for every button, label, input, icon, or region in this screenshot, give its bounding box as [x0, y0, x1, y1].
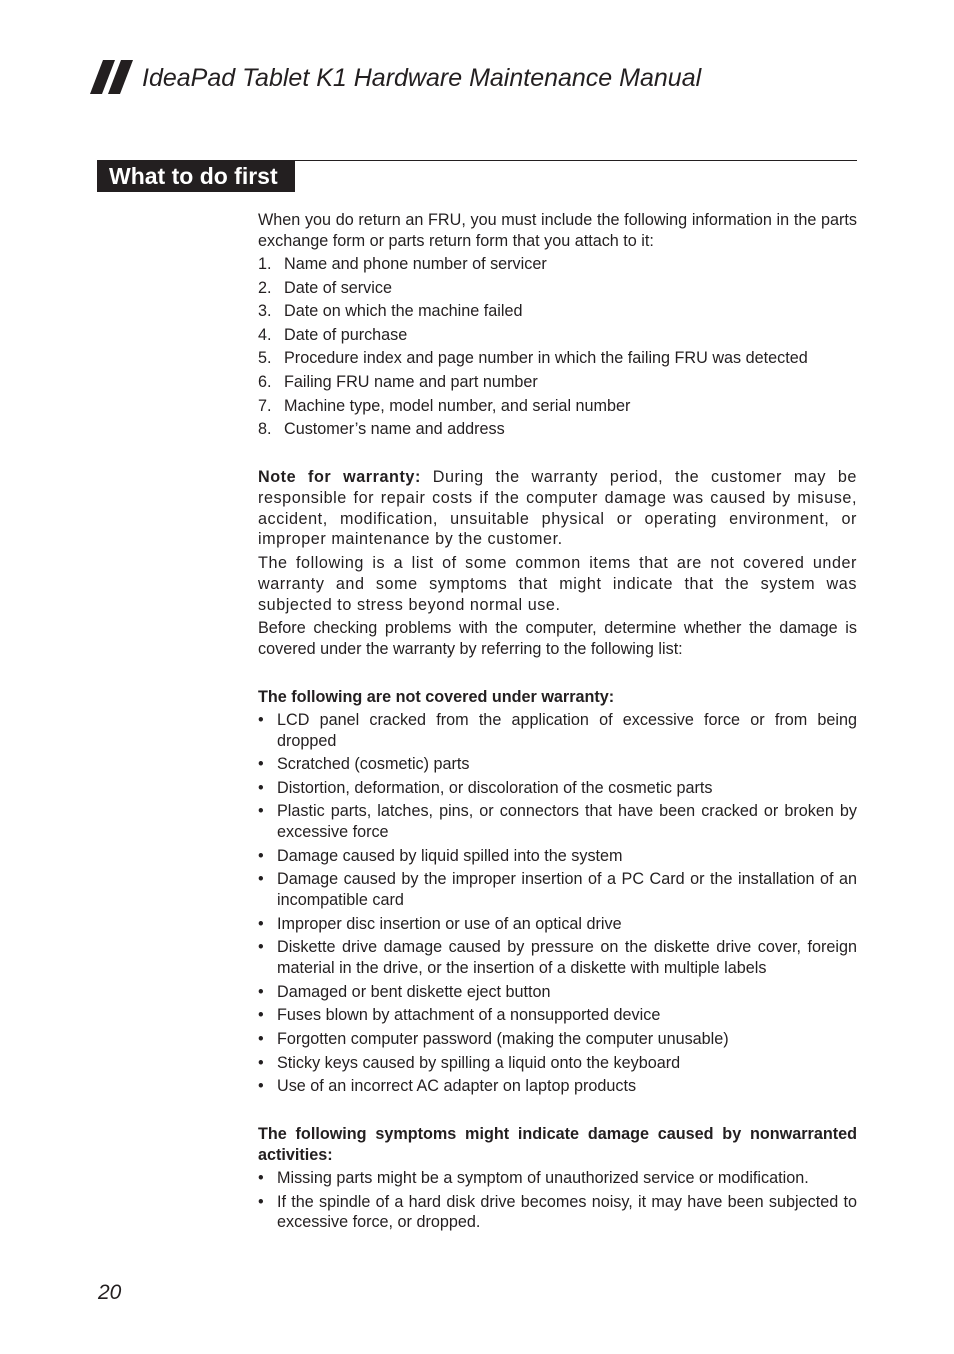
- bullet-icon: •: [258, 1030, 264, 1049]
- list-item: [258, 1005, 857, 1026]
- bullet-icon: •: [258, 846, 264, 865]
- not-covered-list: [258, 710, 857, 1097]
- list-item: [258, 1076, 857, 1097]
- list-item: [258, 325, 857, 346]
- list-item: [258, 1053, 857, 1074]
- list-item-number: 7.: [258, 396, 272, 415]
- list-item: [258, 778, 857, 799]
- bullet-icon: •: [258, 802, 264, 821]
- list-item-text: Improper disc insertion or use of an optical drive: [277, 914, 622, 933]
- symptoms-heading: The following symptoms might indicate damage caused by nonwarranted activities:: [258, 1125, 857, 1164]
- section-rule: [295, 160, 857, 161]
- list-item: [258, 754, 857, 775]
- bullet-icon: •: [258, 1192, 264, 1211]
- list-item-text: Date on which the machine failed: [284, 302, 523, 321]
- list-item-text: Scratched (cosmetic) parts: [277, 755, 470, 774]
- list-item-text: Damage caused by liquid spilled into the system: [277, 846, 623, 865]
- bullet-icon: •: [258, 755, 264, 774]
- symptoms-list: [258, 1168, 857, 1233]
- bullet-icon: •: [258, 710, 264, 729]
- page-number: 20: [98, 1281, 122, 1304]
- list-item-number: 4.: [258, 325, 272, 344]
- before-checking-paragraph: Before checking problems with the computer, determine whether the damage is covered under the warranty by referring to the following list:: [258, 619, 857, 658]
- list-item-number: 1.: [258, 254, 272, 273]
- list-item-text: Damage caused by the improper insertion of a PC Card or the installation of an incompatible card: [277, 870, 857, 910]
- list-item: [258, 914, 857, 935]
- list-item: [258, 982, 857, 1003]
- list-item-number: 6.: [258, 372, 272, 391]
- list-item: [258, 396, 857, 417]
- list-item: [258, 801, 857, 843]
- list-item-text: Procedure index and page number in which the failing FRU was detected: [284, 349, 808, 368]
- manual-title: IdeaPad Tablet K1 Hardware Maintenance Manual: [142, 64, 702, 92]
- bullet-icon: •: [258, 1053, 264, 1072]
- bullet-icon: •: [258, 778, 264, 797]
- warranty-note: [258, 467, 857, 550]
- list-item-text: Machine type, model number, and serial number: [284, 396, 631, 415]
- bullet-icon: •: [258, 1077, 264, 1096]
- list-item-text: Distortion, deformation, or discoloration of the cosmetic parts: [277, 778, 713, 797]
- warranty-note-label: Note for warranty:: [258, 467, 421, 486]
- list-item-text: Date of purchase: [284, 325, 408, 344]
- page-header: [90, 58, 870, 98]
- list-item: [258, 278, 857, 299]
- list-item-number: 8.: [258, 420, 272, 439]
- list-item-number: 2.: [258, 278, 272, 297]
- list-item: [258, 1192, 857, 1234]
- list-item: [258, 869, 857, 911]
- list-item-text: If the spindle of a hard disk drive becomes noisy, it may have been subjected to excessive force, or dropped.: [277, 1192, 857, 1232]
- bullet-icon: •: [258, 982, 264, 1001]
- list-item-text: Name and phone number of servicer: [284, 254, 547, 273]
- not-covered-heading: The following are not covered under warranty:: [258, 687, 615, 706]
- list-item-text: Plastic parts, latches, pins, or connectors that have been cracked or broken by excessive force: [277, 802, 857, 842]
- double-slash-icon: [90, 60, 136, 94]
- section-title: What to do first: [97, 160, 295, 192]
- list-item: [258, 254, 857, 275]
- list-item-text: Forgotten computer password (making the computer unusable): [277, 1030, 729, 1049]
- list-item-text: Failing FRU name and part number: [284, 372, 538, 391]
- list-item-text: Diskette drive damage caused by pressure on the diskette drive cover, foreign material in the drive, or the insertion of a diskette with multiple labels: [277, 938, 857, 978]
- list-item-text: Use of an incorrect AC adapter on laptop products: [277, 1077, 637, 1096]
- list-item-number: 3.: [258, 302, 272, 321]
- list-item: [258, 937, 857, 979]
- list-item: [258, 419, 857, 440]
- list-item: [258, 710, 857, 752]
- list-item-text: Date of service: [284, 278, 392, 297]
- bullet-icon: •: [258, 1006, 264, 1025]
- list-item: [258, 1168, 857, 1189]
- bullet-icon: •: [258, 1168, 264, 1187]
- list-intro-paragraph: The following is a list of some common items that are not covered under warranty and some symptoms that might indicate that the system was subjected to stress beyond normal use.: [258, 553, 857, 614]
- bullet-icon: •: [258, 914, 264, 933]
- main-content: [258, 210, 857, 1236]
- list-item: [258, 301, 857, 322]
- bullet-icon: •: [258, 938, 264, 957]
- bullet-icon: •: [258, 870, 264, 889]
- list-item: [258, 846, 857, 867]
- warranty-note-text: During the warranty period, the customer may be responsible for repair costs if the computer damage was caused by misuse, accident, modification, unsuitable physical or operating environment, or improper maintenance by the customer.: [258, 467, 857, 549]
- list-item-text: Missing parts might be a symptom of unauthorized service or modification.: [277, 1168, 809, 1187]
- list-item-text: LCD panel cracked from the application of excessive force or from being dropped: [277, 710, 857, 750]
- list-item-number: 5.: [258, 349, 272, 368]
- list-item: [258, 348, 857, 369]
- list-item: [258, 1029, 857, 1050]
- fru-info-list: [258, 254, 857, 440]
- list-item-text: Fuses blown by attachment of a nonsupported device: [277, 1006, 661, 1025]
- list-item: [258, 372, 857, 393]
- list-item-text: Sticky keys caused by spilling a liquid onto the keyboard: [277, 1053, 681, 1072]
- list-item-text: Damaged or bent diskette eject button: [277, 982, 551, 1001]
- list-item-text: Customer’s name and address: [284, 420, 505, 439]
- intro-paragraph: When you do return an FRU, you must include the following information in the parts exchange form or parts return form that you attach to it:: [258, 211, 857, 250]
